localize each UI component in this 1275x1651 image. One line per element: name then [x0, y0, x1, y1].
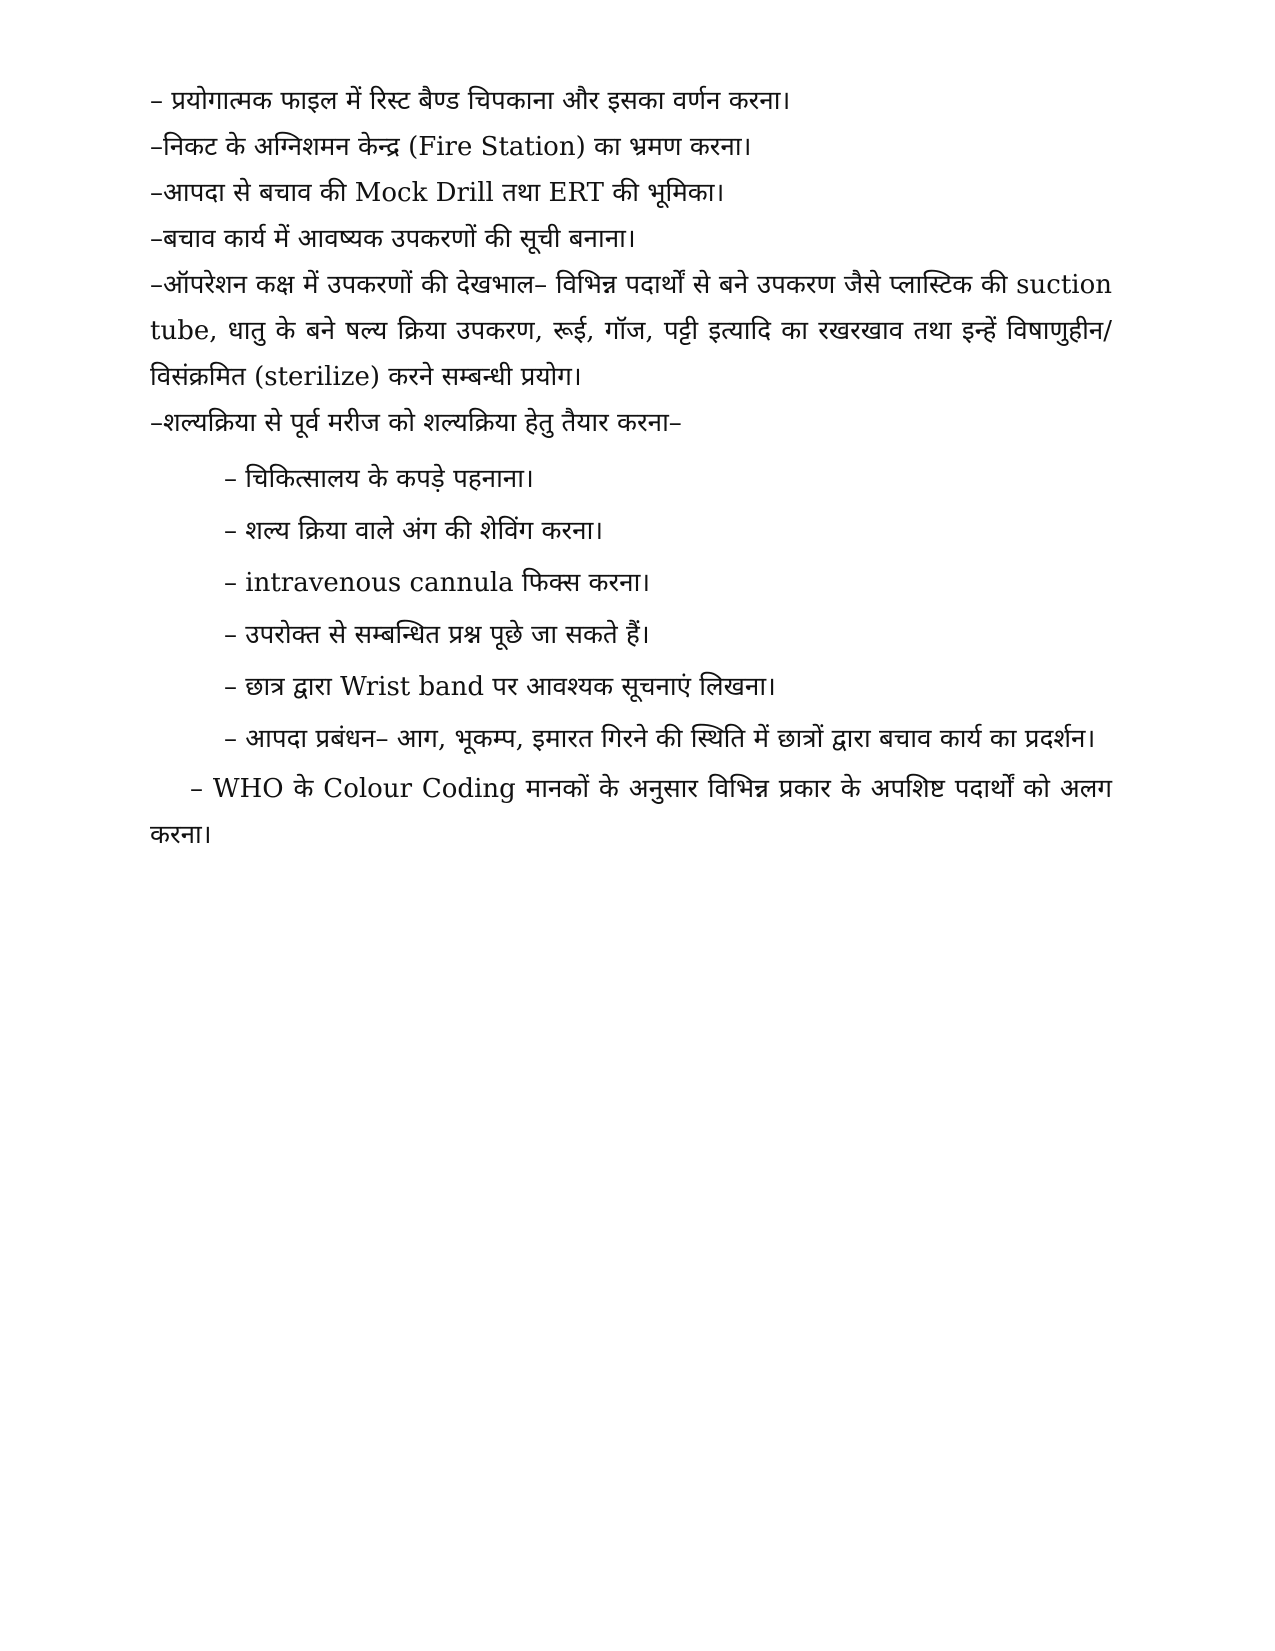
list-item: –निकट के अग्निशमन केन्द्र (Fire Station) का भ्रमण करना। [150, 132, 752, 162]
sub-list-item: – आपदा प्रबंधन– आग, भूकम्प, इमारत गिरने की स्थिति में छात्रों द्वारा बचाव कार्य का प्रदर्शन। [224, 724, 1096, 754]
sub-list-item: – चिकित्सालय के कपड़े पहनाना। [224, 464, 534, 494]
list-item: – WHO के Colour Coding मानकों के अनुसार विभिन्न प्रकार के अपशिष्ट पदार्थों को अलग करना। [150, 774, 1112, 850]
sub-list-item: – छात्र द्वारा Wrist band पर आवश्यक सूचनाएं लिखना। [224, 672, 776, 702]
list-item: –शल्यक्रिया से पूर्व मरीज को शल्यक्रिया हेतु तैयार करना– [150, 408, 682, 438]
sub-list-item: – उपरोक्त से सम्बन्धित प्रश्न पूछे जा सकते हैं। [224, 620, 650, 650]
sub-list-item: – intravenous cannula फिक्स करना। [224, 568, 651, 598]
list-item: –ऑपरेशन कक्ष में उपकरणों की देखभाल– विभिन्न पदार्थों से बने उपकरण जैसे प्लास्टिक की suction tube, धातु के बने षल्य क्रिया उपकरण, रूई, गॉज, पट्टी इत्यादि का रखरखाव तथा इन्हें विषाणुहीन/विसंक्रमित (sterilize) करने सम्बन्धी प्रयोग। [150, 270, 1112, 392]
sub-list [150, 456, 1112, 762]
sub-list-item: – शल्य क्रिया वाले अंग की शेविंग करना। [224, 516, 604, 546]
document-body [150, 78, 1112, 858]
list-item: – प्रयोगात्मक फाइल में रिस्ट बैण्ड चिपकाना और इसका वर्णन करना। [150, 86, 791, 116]
list-item: –आपदा से बचाव की Mock Drill तथा ERT की भूमिका। [150, 178, 725, 208]
list-item: –बचाव कार्य में आवष्यक उपकरणों की सूची बनाना। [150, 224, 636, 254]
